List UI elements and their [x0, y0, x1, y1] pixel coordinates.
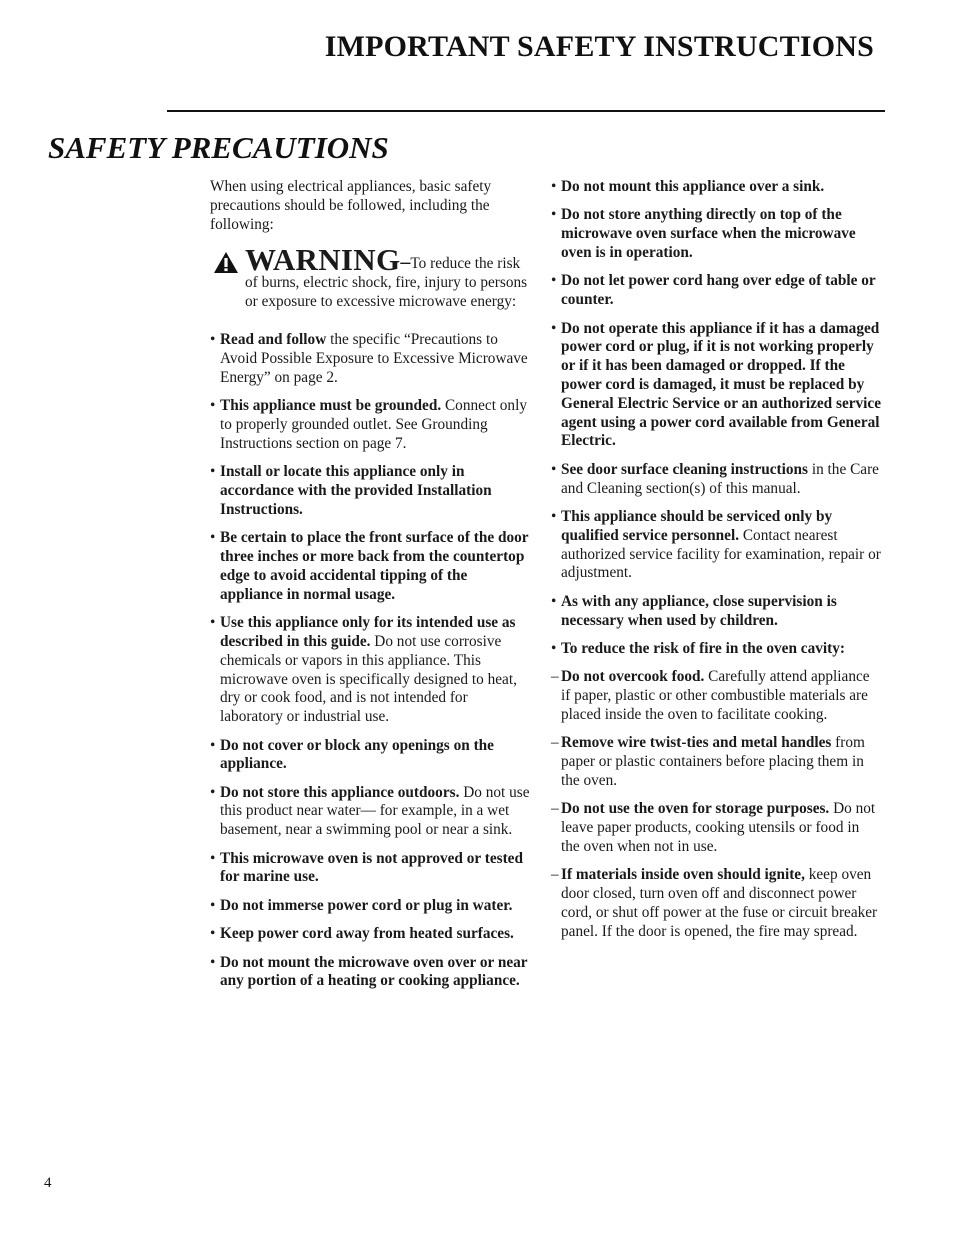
precaution-bold-text: Do not mount this appliance over a sink. — [561, 178, 825, 195]
bullet-marker: • — [551, 206, 557, 224]
bullet-marker: • — [210, 953, 216, 971]
bullet-marker: • — [551, 272, 557, 290]
bullet-marker: • — [210, 783, 216, 801]
precaution-bold-text: Be certain to place the front surface of the door three inches or more back from the countertop edge to avoid accidental tipping of the appliance in normal usage. — [220, 529, 529, 603]
precaution-bold-text: Do not use the oven for storage purposes. — [561, 800, 830, 818]
page-number: 4 — [44, 1175, 52, 1191]
right-precaution-list — [551, 178, 881, 941]
precaution-bold-text: Install or locate this appliance only in accordance with the provided Installation Instructions. — [220, 463, 492, 518]
dash-marker: – — [551, 866, 559, 884]
precaution-text: Do not use this product near water— for example, in a wet basement, near a swimming pool or near a sink. — [220, 783, 530, 839]
precaution-item — [210, 784, 532, 840]
warning-dash: – — [400, 251, 411, 274]
precaution-bold-text: See door surface cleaning instructions — [561, 460, 809, 478]
precaution-item — [551, 593, 881, 631]
precaution-text: Carefully attend appliance if paper, plastic or other combustible materials are placed inside the oven to facilitate cooking. — [561, 668, 870, 723]
bullet-marker: • — [210, 736, 216, 754]
precaution-bold-text: Keep power cord away from heated surfaces. — [220, 925, 514, 943]
precaution-item — [551, 640, 881, 659]
precaution-bold-text: Use this appliance only for its intended use as described in this guide. — [220, 614, 516, 650]
precaution-item — [210, 529, 532, 604]
precaution-bold-text: Do not operate this appliance if it has a damaged power cord or plug, if it is not working properly or if it has been damaged or dropped. If the power cord is damaged, it must be replaced by General Electric Service or an authorized service agent using a power cord available from General Electric. — [561, 319, 881, 450]
precaution-bold-text: Do not cover or block any openings on the appliance. — [220, 736, 494, 773]
left-precaution-list — [210, 331, 532, 991]
precaution-text: in the Care and Cleaning section(s) of this manual. — [561, 460, 879, 497]
bullet-marker: • — [210, 849, 216, 867]
sub-precaution-item — [551, 866, 881, 941]
precaution-item — [210, 331, 532, 387]
warning-triangle-icon — [213, 251, 239, 274]
bullet-marker: • — [210, 397, 216, 415]
bullet-marker: • — [210, 896, 216, 914]
precaution-item — [210, 897, 532, 916]
precaution-item — [551, 461, 881, 499]
precaution-bold-text: Do not store anything directly on top of the microwave oven surface when the microwave oven is in operation. — [561, 206, 856, 261]
precaution-bold-text: Do not mount the microwave oven over or near any portion of a heating or cooking appliance. — [220, 953, 528, 990]
precaution-text: the specific “Precautions to Avoid Possible Exposure to Excessive Microwave Energy” on page 2. — [220, 331, 528, 386]
precaution-bold-text: This appliance must be grounded. — [220, 397, 442, 415]
precaution-text: from paper or plastic containers before placing them in the oven. — [561, 734, 865, 789]
precaution-text: Do not use corrosive chemicals or vapors in this appliance. This microwave oven is specifically designed to heat, dry or cook food, and is not intended for laboratory or industrial use. — [220, 632, 517, 726]
bullet-marker: • — [210, 529, 216, 547]
dash-marker: – — [551, 800, 559, 818]
bullet-marker: • — [551, 507, 557, 525]
page-header-title: IMPORTANT SAFETY INSTRUCTIONS — [324, 30, 874, 63]
precaution-bold-text: This microwave oven is not approved or tested for marine use. — [220, 849, 523, 886]
warning-text: To reduce the risk of burns, electric shock, fire, injury to persons or exposure to excessive microwave energy: — [245, 255, 528, 311]
precaution-item — [551, 508, 881, 583]
bullet-marker: • — [210, 925, 216, 943]
bullet-marker: • — [210, 614, 216, 632]
dash-marker: – — [551, 668, 559, 686]
header-rule — [167, 110, 885, 112]
precaution-bold-text: Do not store this appliance outdoors. — [220, 783, 460, 801]
bullet-marker: • — [210, 331, 216, 349]
precaution-item — [210, 850, 532, 888]
precaution-text: Connect only to properly grounded outlet. See Grounding Instructions section on page 7. — [220, 397, 527, 452]
precaution-item — [551, 206, 881, 262]
precaution-bold-text: This appliance should be serviced only by qualified service personnel. — [561, 507, 833, 544]
warning-block — [210, 242, 532, 322]
bullet-marker: • — [551, 178, 557, 195]
precaution-bold-text: To reduce the risk of fire in the oven cavity: — [561, 639, 845, 657]
precaution-bold-text: If materials inside oven should ignite, — [561, 866, 805, 884]
precaution-item — [210, 614, 532, 727]
precaution-text: Do not leave paper products, cooking utensils or food in the oven when not in use. — [561, 800, 876, 855]
intro-paragraph: When using electrical appliances, basic safety precautions should be followed, including the following: — [210, 178, 492, 233]
precaution-item — [551, 178, 881, 197]
precaution-bold-text: Do not let power cord hang over edge of table or counter. — [561, 272, 876, 309]
bullet-marker: • — [551, 592, 557, 610]
section-title: SAFETY PRECAUTIONS — [48, 130, 389, 165]
precaution-item — [210, 397, 532, 453]
precaution-bold-text: Do not overcook food. — [561, 668, 705, 686]
precaution-text: Contact nearest authorized service facility for examination, repair or adjustment. — [561, 526, 881, 582]
bullet-marker: • — [551, 319, 557, 337]
precaution-item — [210, 463, 532, 519]
dash-marker: – — [551, 734, 559, 752]
precaution-item — [551, 320, 881, 452]
precaution-bold-text: Read and follow — [220, 331, 327, 349]
sub-precaution-item — [551, 800, 881, 856]
precaution-bold-text: As with any appliance, close supervision is necessary when used by children. — [561, 592, 837, 629]
right-column — [551, 178, 881, 951]
bullet-marker: • — [551, 639, 557, 657]
precaution-item — [210, 737, 532, 775]
left-column — [210, 178, 532, 1001]
sub-precaution-item — [551, 668, 881, 724]
bullet-marker: • — [551, 460, 557, 478]
precaution-item — [210, 954, 532, 992]
warning-word: WARNING — [245, 242, 401, 278]
precaution-bold-text: Remove wire twist-ties and metal handles — [561, 734, 832, 752]
precaution-item — [551, 272, 881, 310]
bullet-marker: • — [210, 463, 216, 481]
precaution-item — [210, 925, 532, 944]
sub-precaution-item — [551, 734, 881, 790]
precaution-bold-text: Do not immerse power cord or plug in water. — [220, 896, 513, 914]
precaution-text: keep oven door closed, turn oven off and disconnect power cord, or shut off power at the fuse or circuit breaker panel. If the door is opened, the fire may spread. — [561, 866, 878, 940]
